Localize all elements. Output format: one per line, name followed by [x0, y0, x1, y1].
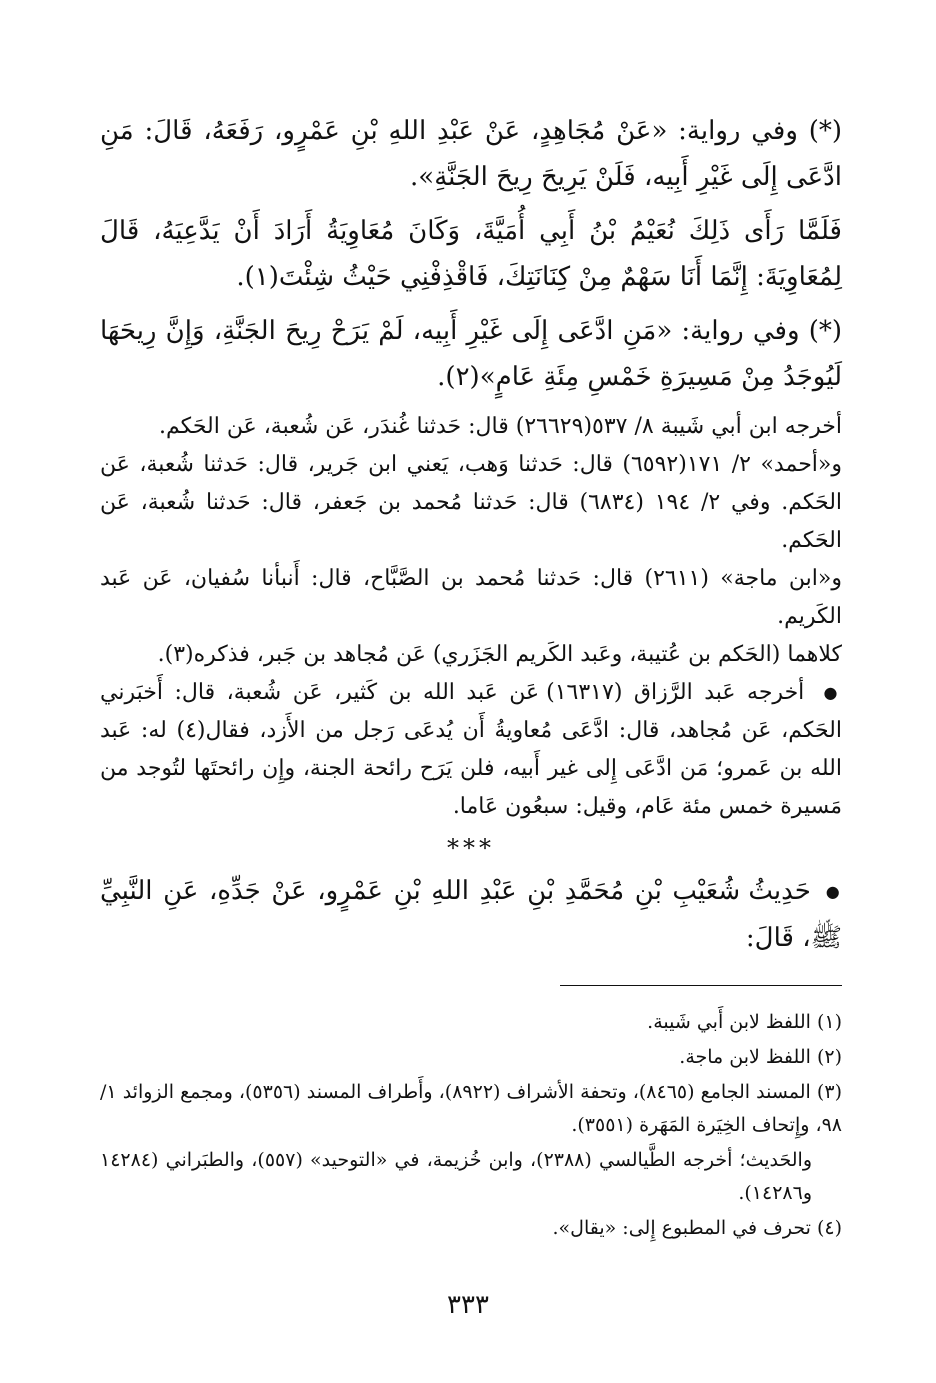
section-divider-stars: ***: [447, 834, 495, 862]
footnote-2: (٢) اللفظ لابن ماجة.: [679, 1046, 842, 1068]
source-line-1: أخرجه ابن أبي شَيبة ٨/ ٥٣٧(٢٦٦٢٩) قال: حَدثنا غُندَر، عَن شُعبة، عَن الحَكم.: [159, 414, 842, 439]
source-line-4: كلاهما (الحَكم بن عُتيبة، وعَبد الكَريم الجَزَري) عَن مُجاهد بن جَبر، فذكره(٣).: [157, 642, 842, 667]
bullet-icon: [804, 680, 842, 705]
footnote-3-continued: والحَديث؛ أخرجه الطَّيالسي (٢٣٨٨)، وابن خُزيمة، في «التوحيد» (٥٥٧)، والطبَراني (١٤٢٨٤ و١٤٢٨٦).: [100, 1149, 812, 1204]
source-line-2: و«أحمد» ٢/ ١٧١(٦٥٩٢) قال: حَدثنا وَهب، يَعني ابن جَرير، قال: حَدثنا شُعبة، عَن الحَكم. وفي ٢/ ١٩٤ (٦٨٣٤) قال: حَدثنا مُحمد بن جَعفر، قال: حَدثنا شُعبة، عَن الحَكم.: [100, 452, 843, 553]
footnote-1: (١) اللفظ لابن أَبي شَيبة.: [647, 1011, 842, 1033]
source-bullet-text: أخرجه عَبد الرَّزاق (١٦٣١٧) عَن عَبد الله بن كَثير، عَن شُعبة، قال: أَخبَرني الحَكم، عَن مُجاهد، قال: ادَّعَى مُعاويةُ أَن يُدعَى رَجل من الأَزد، فقال(٤) له: عَبد الله بن عَمرو؛ مَن ادَّعَى إِلى غير أَبيه، فلن يَرَح رائحة الجنة، وإِن رائحتَها لتُوجد من مَسيرة خمس مئة عَام، وقيل: سبعُون عَاما.: [100, 680, 842, 819]
bullet-icon: [811, 876, 842, 906]
hadith-paragraph-2: فَلَمَّا رَأَى ذَلِكَ نُعَيْمُ بْنُ أَبِي أُمَيَّةَ، وَكَانَ مُعَاوِيَةُ أَرَادَ أَنْ يَدَّعِيَهُ، قَالَ لِمُعَاوِيَةَ: إِنَّمَا أَنَا سَهْمٌ مِنْ كِنَانَتِكَ، فَاقْذِفْنِي حَيْثُ شِئْتَ(١).: [100, 216, 842, 292]
page-number: ٣٣٣: [447, 1290, 489, 1320]
source-bullet-paragraph: [100, 674, 842, 826]
source-line-3: و«ابن ماجة» (٢٦١١) قال: حَدثنا مُحمد بن الصَّبَّاح، قال: أَنبأنا سُفيان، عَن عَبد الكَريم.: [100, 566, 842, 629]
footnote-divider: [560, 985, 842, 986]
hadith-heading-text: حَدِيثُ شُعَيْبِ بْنِ مُحَمَّدِ بْنِ عَبْدِ اللهِ بْنِ عَمْرٍو، عَنْ جَدِّهِ، عَنِ النَّبِيِّ ﷺ، قَالَ:: [100, 876, 842, 953]
main-text: [100, 108, 842, 969]
footnote-3: (٣) المسند الجامع (٨٤٦٥)، وتحفة الأشراف (٨٩٢٢)، وأَطراف المسند (٥٣٥٦)، ومجمع الزوائد ١/ ٩٨، وإِتحاف الخِيَرة المَهَرة (٣٥٥١).: [100, 1081, 842, 1136]
footnote-4: (٤) تحرف في المطبوع إِلى: «يقال».: [552, 1217, 842, 1239]
footnotes: [100, 1006, 842, 1247]
hadith-paragraph-3: (*) وفي رواية: «مَنِ ادَّعَى إِلَى غَيْرِ أَبِيه، لَمْ يَرَحْ رِيحَ الجَنَّةِ، وَإِنَّ رِيحَهَا لَيُوجَدُ مِنْ مَسِيرَةِ خَمْسِ مِئَةِ عَامٍ»(٢).: [100, 316, 842, 392]
hadith-paragraph-1: (*) وفي رواية: «عَنْ مُجَاهِدٍ، عَنْ عَبْدِ اللهِ بْنِ عَمْرٍو، رَفَعَهُ، قَالَ: مَنِ ادَّعَى إِلَى غَيْرِ أَبِيه، فَلَنْ يَرِيحَ رِيحَ الجَنَّةِ».: [100, 116, 842, 192]
hadith-heading: [100, 868, 842, 961]
